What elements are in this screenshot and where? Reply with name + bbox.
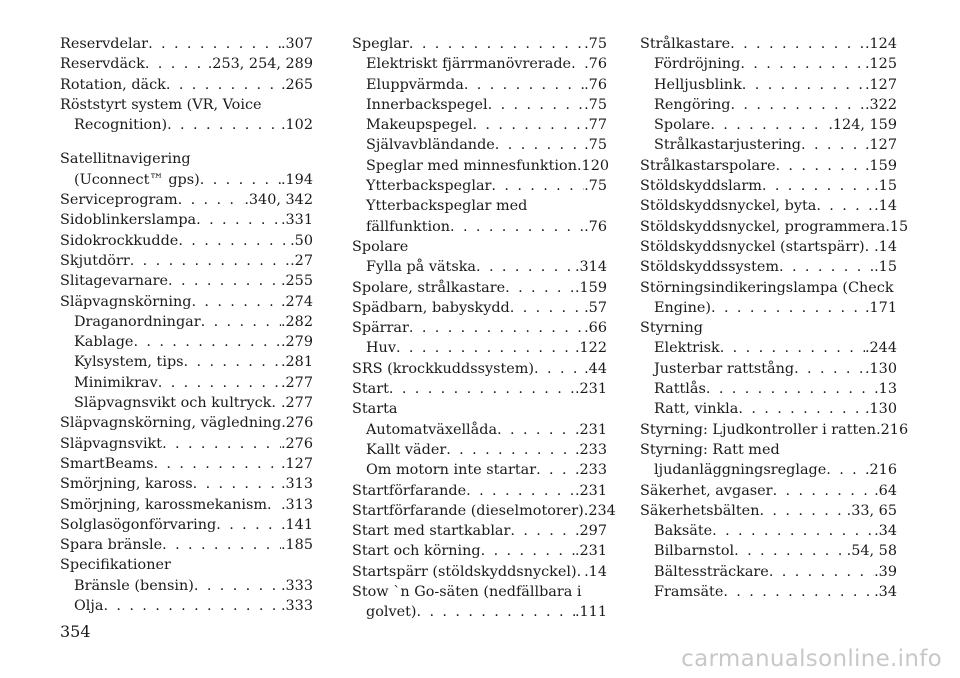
index-entry: Sidoblinkerslampa . . . .331: [60, 210, 313, 230]
index-entry: Spolare . . . .124, 159: [640, 115, 897, 135]
index-entry: Startspärr (stöldskyddsnyckel) . . . .14: [352, 562, 607, 582]
index-entry: Innerbackspegel . . . .75: [352, 95, 607, 115]
index-heading: Styrning: Ratt med: [640, 441, 780, 458]
index-entry: Släpvagnsvikt . . . .276: [60, 434, 313, 454]
index-entry: Start och körning . . . .231: [352, 541, 607, 561]
index-entry: Recognition) . . . .102: [60, 115, 313, 135]
index-entry: Bilbarnstol . . . .54, 58: [640, 541, 897, 561]
index-entry: Speglar . . . .75: [352, 34, 607, 54]
index-entry: Fylla på vätska . . . .314: [352, 257, 607, 277]
index-entry: fällfunktion . . . .76: [352, 217, 607, 237]
index-entry: Säkerhetsbälten . . . .33, 65: [640, 501, 897, 521]
index-entry: Fördröjning . . . .125: [640, 54, 897, 74]
index-column-2: [352, 34, 616, 623]
index-entry: (Uconnect™ gps) . . . .194: [60, 170, 313, 190]
index-heading: Specifikationer: [60, 557, 171, 574]
index-entry: Elektriskt fjärrmanövrerade . . . .76: [352, 54, 607, 74]
index-entry: Spädbarn, babyskydd . . . .57: [352, 298, 607, 318]
index-entry: Eluppvärmda . . . .76: [352, 75, 607, 95]
index-heading: Starta: [352, 401, 398, 418]
index-entry: Startförfarande . . . .231: [352, 481, 607, 501]
index-entry: Huv . . . .122: [352, 338, 607, 358]
index-heading: Styrning: [640, 320, 704, 337]
index-entry: Speglar med minnesfunktion .120: [366, 157, 610, 174]
index-entry: Serviceprogram . . . .340, 342: [60, 190, 313, 210]
index-entry: Reservdelar . . . .307: [60, 34, 313, 54]
index-entry: Strålkastare . . . .124: [640, 34, 897, 54]
index-entry: Strålkastarjustering . . . .127: [640, 135, 897, 155]
index-entry: Framsäte . . . .34: [640, 582, 897, 602]
index-entry: Smörjning, kaross . . . .313: [60, 474, 313, 494]
index-entry: Justerbar rattstång . . . .130: [640, 359, 897, 379]
index-entry: Kylsystem, tips . . . .281: [60, 352, 313, 372]
index-entry: Släpvagnsvikt och kultryck . . . .277: [60, 393, 313, 413]
index-entry: Rengöring . . . .322: [640, 95, 897, 115]
index-entry: Bränsle (bensin) . . . .333: [60, 576, 313, 596]
index-entry: Säkerhet, avgaser . . . .64: [640, 481, 897, 501]
index-entry: Elektrisk . . . .244: [640, 338, 897, 358]
index-heading: Stow `n Go-säten (nedfällbara i: [352, 584, 582, 601]
index-column-3: [640, 34, 909, 602]
index-entry: Reservdäck . . . .253, 254, 289: [60, 54, 313, 74]
index-entry: Släpvagnskörning, vägledning .276: [60, 415, 314, 432]
watermark: carmanualsonline.info: [681, 646, 942, 672]
index-entry: Automatväxellåda . . . .231: [352, 420, 607, 440]
index-entry: Ratt, vinkla . . . .130: [640, 399, 897, 419]
index-entry: Start . . . .231: [352, 379, 607, 399]
index-entry: ljudanläggningsreglage . . . .216: [640, 460, 897, 480]
index-entry: Kallt väder . . . .233: [352, 440, 607, 460]
index-entry: Helljusblink . . . .127: [640, 75, 897, 95]
index-heading: Störningsindikeringslampa (Check: [640, 279, 894, 296]
index-entry: Släpvagnskörning . . . .274: [60, 292, 313, 312]
index-entry: Om motorn inte startar . . . .233: [352, 460, 607, 480]
index-entry: Start med startkablar . . . .297: [352, 521, 607, 541]
index-heading: Ytterbackspeglar med: [366, 198, 528, 215]
page-number: 354: [60, 622, 91, 641]
index-entry: Rattlås . . . .13: [640, 379, 897, 399]
index-entry: Engine) . . . .171: [640, 298, 897, 318]
index-entry: Sidokrockkudde . . . .50: [60, 231, 313, 251]
index-entry: SmartBeams . . . .127: [60, 454, 313, 474]
index-entry: Spolare, strålkastare . . . .159: [352, 278, 607, 298]
index-entry: SRS (krockkuddssystem) . . . .44: [352, 359, 607, 379]
index-entry: Smörjning, karossmekanism . . . .313: [60, 495, 313, 515]
index-entry: Solglasögonförvaring . . . .141: [60, 515, 313, 535]
index-entry: Baksäte . . . .34: [640, 521, 897, 541]
index-entry: Skjutdörr . . . .27: [60, 251, 313, 271]
index-entry: Draganordningar . . . .282: [60, 312, 313, 332]
index-entry: Rotation, däck . . . .265: [60, 75, 313, 95]
index-entry: Slitagevarnare . . . .255: [60, 271, 313, 291]
index-entry: Spara bränsle . . . .185: [60, 535, 313, 555]
index-entry: Stöldskyddsnyckel, byta . . . .14: [640, 196, 897, 216]
index-entry: Styrning: Ljudkontroller i ratten .216: [640, 421, 909, 438]
index-entry: Självavbländande . . . .75: [352, 135, 607, 155]
index-entry: Makeupspegel . . . .77: [352, 115, 607, 135]
index-entry: Stöldskyddssystem . . . .15: [640, 257, 897, 277]
index-entry: Bältessträckare . . . .39: [640, 562, 897, 582]
index-entry: Kablage . . . .279: [60, 332, 313, 352]
index-entry: Spärrar . . . .66: [352, 318, 607, 338]
index-entry: Startförfarande (dieselmotorer) .234: [352, 502, 616, 519]
index-heading: Spolare: [352, 238, 409, 255]
index-entry: Olja . . . .333: [60, 596, 313, 616]
index-entry: Stöldskyddsnyckel (startspärr) . . . .14: [640, 237, 897, 257]
index-entry: Stöldskyddslarm . . . .15: [640, 176, 897, 196]
index-entry: Stöldskyddsnyckel, programmera .15: [640, 218, 909, 235]
index-entry: Minimikrav . . . .277: [60, 373, 313, 393]
index-column-1: [60, 34, 313, 616]
index-entry: Ytterbackspeglar . . . .75: [352, 176, 607, 196]
index-heading: Satellitnavigering: [60, 151, 191, 168]
index-entry: golvet) . . . .111: [352, 602, 607, 622]
index-heading: Röststyrt system (VR, Voice: [60, 96, 262, 113]
index-entry: Strålkastarspolare . . . .159: [640, 156, 897, 176]
